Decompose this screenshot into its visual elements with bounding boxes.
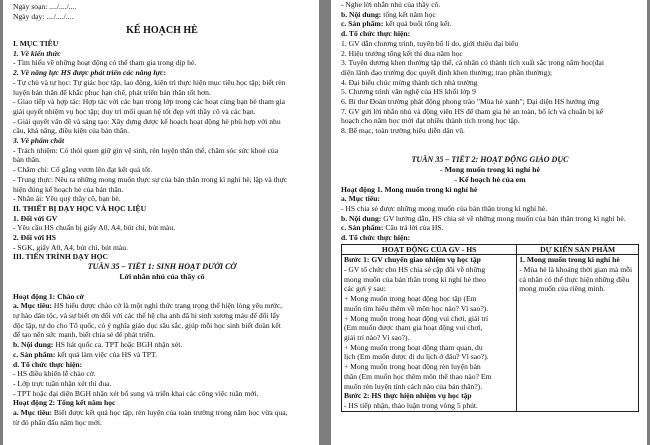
line-rest: Biết được kết quả học tập, rèn luyện của toàn trường trong năm học vừa qua, [52, 408, 288, 418]
text-line: cá nhân có thể thực hiện những điều [519, 274, 630, 284]
text-line: - Nghe lời nhắn nhủ của thầy cô. [341, 0, 441, 9]
text-line: 7. GV gửi lời nhắn nhủ và động viên HS để tham gia hè an toàn, bổ ích và chuẩn bị kế [341, 106, 604, 116]
text-line: hoạch cho năm học mới đạt nhiều thành tích trong học tập. [341, 116, 520, 126]
text-line: Bước 1: GV chuyển giao nhiệm vụ học tập [344, 255, 481, 265]
text-line: Hoạt động 2: Tổng kết năm học [13, 398, 116, 408]
page-title: KẾ HOẠCH HÈ [126, 25, 198, 36]
line-lead: c. Sản phẩm: [13, 349, 56, 359]
left-body [13, 39, 311, 427]
table-cell-expected [517, 255, 639, 411]
line-lead: b. Nội dung: [341, 9, 382, 19]
text-line: - Lớp trực tuần nhận xét thi đua. [13, 378, 112, 388]
text-line: - Mùa hè là khoảng thời gian mà mỗi [519, 265, 633, 275]
text-line [13, 350, 311, 360]
text-line: diện lãnh đạo trường đọc quyết định khen thưởng; trao phần thưởng); [341, 67, 553, 77]
text-line: d. Tổ chức thực hiện: [341, 29, 411, 39]
text-line: mong muốn của riêng mình. [519, 284, 606, 294]
text-line [341, 214, 639, 224]
line-lead: a. Mục tiêu: [13, 301, 53, 311]
text-line: + Mong muốn trong hoạt động tham quan, du [344, 342, 483, 352]
text-line: - Giao tiếp và hợp tác: Hợp tác với các bạn trong lớp trong các hoạt cùng bạn bè tham gia [13, 97, 286, 107]
text-line [341, 223, 639, 233]
text-line: 3. Về phẩm chất [13, 136, 65, 146]
text-line: 2. Đối với HS [13, 233, 57, 243]
document-page-right [331, 0, 647, 445]
right-body [341, 0, 639, 243]
text-line: - SGK, giấy A0, A4, bút chì, bút màu. [13, 242, 128, 252]
text-line: (Em muốn được tham gia hoạt động vui chơi, [344, 323, 483, 333]
activity-table [341, 244, 639, 412]
text-line: 1. Mong muốn trong kì nghỉ hè [519, 255, 620, 265]
text-line: - Chăm chỉ: Cố gắng vươn lên đạt kết quả tốt. [13, 165, 153, 175]
text-line: d. Tổ chức thực hiện: [341, 233, 411, 243]
text-line: + Mong muốn trong hoạt động học tập (Em [344, 294, 477, 304]
line-rest: tổng kết năm học [381, 9, 436, 19]
text-line: II. THIẾT BỊ DẠY HỌC VÀ HỌC LIỆU [13, 203, 147, 213]
text-line: mong muốn của bản thân trong kì nghỉ hè theo [344, 274, 486, 284]
text-line: độc lập, tự do cho Tổ quốc, có ý nghĩa giáo dục sâu sắc, giúp mỗi học sinh biết đoàn kết [13, 320, 281, 330]
text-line: - Trách nhiệm: Có thói quen giữ gìn vệ sinh, rèn luyện thân thể, chăm sóc sức khoẻ của [13, 145, 279, 155]
text-line: 2. Hiệu trưởng tổng kết thi đua năm học [341, 48, 463, 58]
text-line: hiện đúng kế hoạch hè của bản thân. [13, 184, 124, 194]
date-prepared: Ngày soạn: ..../..../.... [13, 2, 77, 11]
line-rest: kết quả buổi tổng kết. [383, 19, 452, 29]
text-line [341, 10, 639, 20]
text-line [13, 301, 311, 311]
text-line: các gợi ý sau: [344, 284, 386, 294]
table-cell-activity [342, 255, 517, 411]
table-header-activity: HOẠT ĐỘNG CỦA GV - HS [342, 244, 517, 255]
text-line [341, 19, 639, 29]
text-line: muốn tìm hiểu thêm về môn học nào? Vì sao?). [344, 303, 489, 313]
text-line: TUẦN 35 – TIẾT 1: SINH HOẠT DƯỚI CỜ [87, 262, 237, 272]
text-line: - TPT hoặc đại diện BGH nhận xét bổ sung và triển khai các công việc tuần mới. [13, 388, 259, 398]
text-line: từ đó phấn đấu năm học mới. [13, 417, 102, 427]
line-rest: HS hiểu được chào cờ là một nghi thức trang trọng thể hiện lòng yêu nước, [52, 301, 283, 311]
text-line: luyện bản thân để khắc phục hạn chế, phát triển bản thân tốt hơn. [13, 87, 211, 97]
text-line: Hoạt động 1: Chào cờ [13, 291, 84, 301]
text-line: - Tìm hiểu về những hoạt động có thể tham gia trong dịp hè. [13, 58, 197, 68]
text-line: giải trí nào? Vì sao?). [344, 333, 410, 342]
text-line [341, 146, 639, 156]
text-line: d. Tổ chức thực hiện: [13, 359, 83, 369]
text-line: 4. Đại biểu chúc mừng thành tích nhà trường [341, 77, 478, 87]
text-line: - Nhân ái: Yêu quý thầy cô, bạn bè. [13, 194, 121, 204]
text-line: lịch (Em muốn được đi du lịch ở đâu? Vì sao?). [344, 352, 489, 362]
line-rest: Câu trả lời của HS. [383, 223, 444, 233]
text-line: giải quyết nhiệm vụ học tập; duy trì mối quan hệ tốt đẹp với thầy cô và các bạn. [13, 106, 256, 116]
text-line: Bước 2: HS thực hiện nhiệm vụ học tập [344, 391, 472, 401]
text-line: thân (Em muốn học thêm môn thể thao nào? Em [344, 371, 492, 381]
line-lead: b. Nội dung: [13, 340, 54, 350]
text-line: - Giải quyết vấn đề và sáng tạo: Xây dựng được kế hoạch hoạt động hè phù hợp với nhu [13, 116, 281, 126]
text-line: - HS chia sẻ được những mong muốn của bản thân trong kì nghỉ hè. [341, 204, 548, 214]
text-line: - HS điều khiển lễ chào cờ. [13, 369, 96, 379]
text-line: - Trung thực: Nêu ra những mong muốn thực sự của bản thân trong kì nghỉ hè, lập và thực [13, 174, 288, 184]
line-rest: GV hướng dẫn, HS chia sẻ về những mong muốn của bản thân trong kì nghỉ hè. [381, 213, 626, 223]
line-rest: kết quả làm việc của HS và TPT. [55, 349, 157, 359]
text-line: 1. Đối với GV [13, 213, 58, 223]
date-taught: Ngày dạy: ..../..../.... [13, 12, 74, 21]
text-line: 6. Bí thư Đoàn trường phát động phong trào "Mùa hè xanh"; Đại diện HS hưởng ứng [341, 97, 600, 107]
text-line: Lời nhắn nhủ của thầy cô [119, 272, 205, 282]
text-line: bản thân. [13, 155, 41, 165]
text-line: - Yêu cầu HS chuẩn bị giấy A0, A4, bút chì, bút màu. [13, 223, 176, 233]
line-rest: HS hát quốc ca. TPT hoặc BGH nhận xét. [53, 340, 183, 350]
text-line: 3. Tuyên dương khen thưởng tập thể, cá nhân có thành tích xuất sắc trong năm học(đại [341, 58, 605, 68]
text-line: I. MỤC TIÊU [13, 39, 59, 48]
line-lead: b. Nội dung: [341, 213, 382, 223]
text-line: tự hào dân tộc, và sự biết ơn đối với các thế hệ cha anh đã hi sinh xương máu để đổi lấy [13, 310, 280, 320]
text-line: III. TIẾN TRÌNH DẠY HỌC [13, 252, 109, 262]
text-line: TUẦN 35 – TIẾT 2: HOẠT ĐỘNG GIÁO DỤC [411, 155, 569, 165]
text-line: - GV tổ chức cho HS chia sẻ cặp đôi về những [344, 265, 486, 275]
text-line: - Mong muốn trong kì nghỉ hè [440, 165, 540, 175]
text-line: Hoạt động 1. Mong muốn trong kì nghỉ hè [341, 184, 478, 194]
document-page-left [3, 0, 319, 445]
line-lead: a. Mục tiêu: [13, 408, 53, 418]
text-line [13, 408, 311, 418]
text-line: 1. GV dẫn chương trình, tuyên bố lí do, giới thiệu đại biểu [341, 38, 519, 48]
text-line: a. Mục tiêu: [341, 194, 381, 204]
text-line [13, 340, 311, 350]
line-lead: c. Sản phẩm: [341, 223, 384, 233]
line-lead: c. Sản phẩm: [341, 19, 384, 29]
text-line: - Tự chủ và tự học: Tự giác học tập, lao động, kiên trì thực hiện mục tiêu học tập; biết rèn [13, 77, 286, 87]
text-line: 2. Về năng lực HS được phát triển các năng lực: [13, 68, 166, 78]
text-line: + Mong muốn trong hoạt động vui chơi, giải trí [344, 313, 489, 323]
text-line: 8. Bế mạc, toàn trường biểu diễn dân vũ. [341, 126, 465, 136]
text-line: muốn rèn luyện tính cách nào của bản thân?). [344, 381, 483, 391]
text-line [341, 136, 639, 146]
text-line: 5. Chương trình văn nghệ của HS khối lớp 9 [341, 87, 476, 97]
text-line: + Mong muốn trong hoạt động rèn luyện bản [344, 362, 481, 372]
text-line: cầu, khả năng, điều kiện của bản thân. [13, 126, 129, 136]
text-line: để tạo nên sức mạnh, biết chia sẻ để phát triển. [13, 330, 156, 340]
text-line: - HS tiếp nhận, thảo luận trong vòng 5 phút. [344, 400, 478, 410]
text-line: - Kế hoạch hè của em [454, 174, 526, 184]
text-line: 1. Về kiến thức [13, 48, 61, 58]
table-header-expected: DỰ KIẾN SẢN PHẨM [517, 244, 639, 255]
text-line [13, 282, 311, 292]
